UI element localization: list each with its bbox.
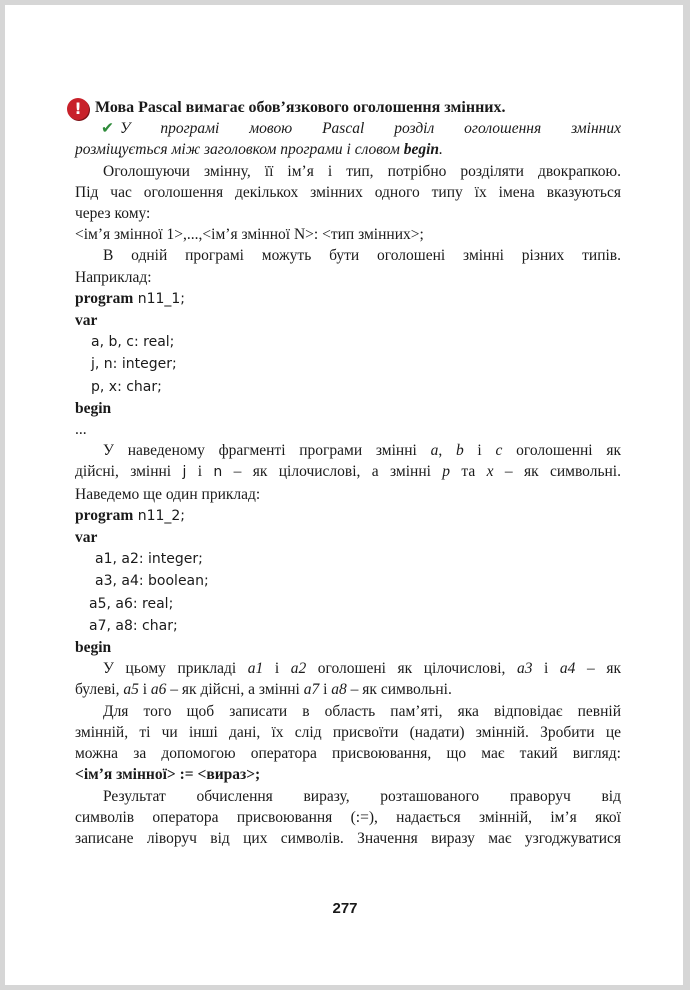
exclamation-icon: ! bbox=[67, 98, 89, 120]
code-line: a7, a8: char; bbox=[89, 617, 178, 634]
para3-line3: Наведемо ще один приклад: bbox=[75, 485, 261, 503]
code-line: j, n: integer; bbox=[91, 356, 177, 373]
code-program-line: program n11_1; bbox=[75, 289, 186, 307]
para1-line3: через кому: bbox=[75, 205, 151, 223]
para5-line2: змінній, ті чи інші дані, їх слід присвоїти (надати) змінній. Зробити це bbox=[75, 723, 621, 741]
code-line: p, x: char; bbox=[91, 378, 162, 395]
page-number: 277 bbox=[332, 900, 358, 917]
page-content bbox=[75, 97, 621, 849]
code-line: a5, a6: real; bbox=[89, 595, 174, 612]
code-line: a3, a4: boolean; bbox=[95, 573, 209, 590]
para1-line2: Під час оголошення декількох змінних одного типу їх імена вказуються bbox=[75, 183, 621, 201]
code-var-line: var bbox=[75, 529, 98, 547]
para2-line1: В одній програмі можуть бути оголошені змінні різних типів. bbox=[103, 247, 621, 265]
para1-line1: Оголошуючи змінну, її ім’я і тип, потрібно розділяти двокрапкою. bbox=[103, 162, 621, 180]
note-line-1: ✔ У програмі мовою Pascal розділ оголошення змінних bbox=[101, 119, 621, 138]
code-ellipsis: ... bbox=[75, 421, 87, 439]
para5-line1: Для того щоб записати в область пам’яті, яка відповідає певній bbox=[103, 702, 621, 720]
code-program-line: program n11_2; bbox=[75, 506, 186, 524]
para3-line1: У наведеному фрагменті програми змінні a, b і c оголошенні як bbox=[103, 442, 622, 460]
syntax-line: <ім’я змінної 1>,...,<ім’я змінної N>: <тип змінних>; bbox=[75, 226, 424, 244]
para2-line2: Наприклад: bbox=[75, 268, 152, 286]
check-mark-icon: ✔ bbox=[101, 119, 114, 138]
para6-line1: Результат обчислення виразу, розташованого праворуч від bbox=[103, 787, 621, 805]
para6-line3: записане ліворуч від цих символів. Значення виразу має узгоджуватися bbox=[75, 829, 621, 847]
assignment-syntax: <ім’я змінної> := <вираз>; bbox=[75, 766, 261, 784]
note-line-2: розміщується між заголовком програми і словом begin. bbox=[75, 141, 443, 159]
code-begin-line: begin bbox=[75, 399, 112, 417]
code-line: a1, a2: integer; bbox=[95, 551, 203, 568]
para5-line3: можна за допомогою оператора присвоювання, що має такий вигляд: bbox=[75, 745, 621, 763]
code-var-line: var bbox=[75, 312, 98, 330]
para3-line2: дійсні, змінні j і n – як цілочислові, а змінні p та x – як символьні. bbox=[75, 463, 621, 481]
heading: ! Мова Pascal вимагає обов’язкового оголошення змінних. bbox=[75, 97, 621, 118]
para4-line1: У цьому прикладі a1 і a2 оголошені як цілочислові, a3 і a4 – як bbox=[103, 660, 621, 678]
para4-line2: булеві, a5 і a6 – як дійсні, а змінні a7 і a8 – як символьні. bbox=[75, 681, 452, 699]
para6-line2: символів оператора присвоювання (:=), надається змінній, ім’я якої bbox=[75, 808, 621, 826]
page bbox=[5, 5, 683, 985]
code-begin-line: begin bbox=[75, 639, 112, 657]
code-line: a, b, c: real; bbox=[91, 334, 175, 351]
